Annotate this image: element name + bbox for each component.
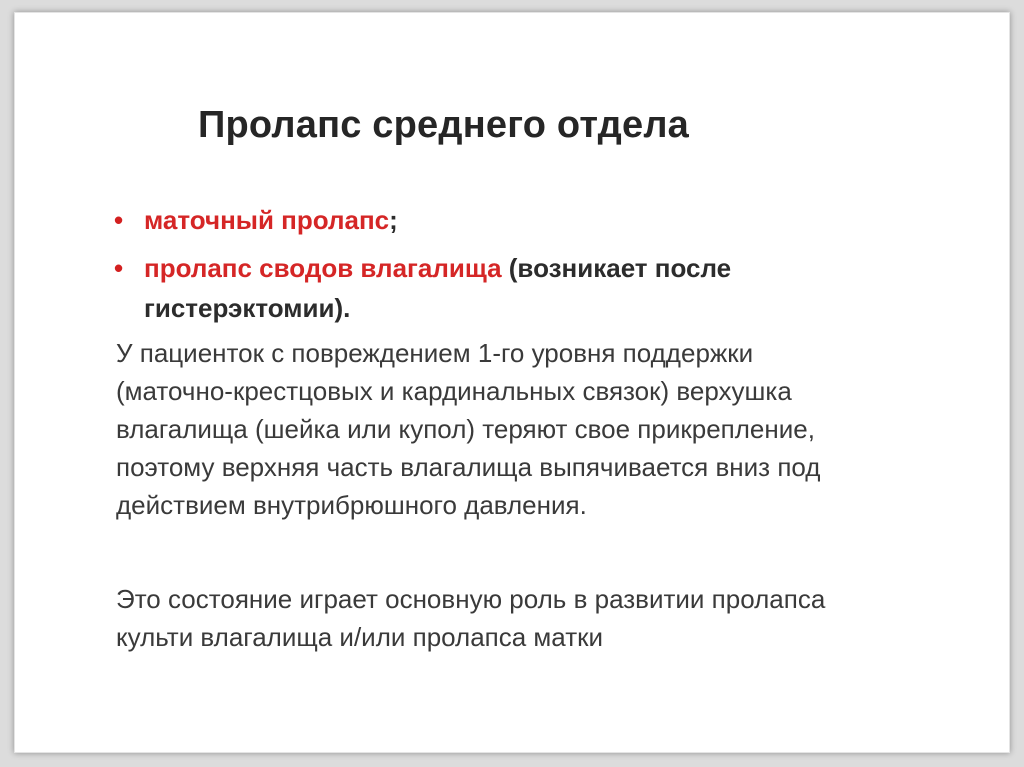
bullet-rest-text: ; <box>389 205 398 235</box>
slide-title: Пролапс среднего отдела <box>198 104 689 146</box>
bullet-item <box>114 200 834 240</box>
body-paragraph: Это состояние играет основную роль в развитии пролапса культи влагалища и/или пролапса матки <box>116 584 826 652</box>
bullet-dot-icon: • <box>114 253 124 283</box>
bullet-highlight-text: пролапс сводов влагалища <box>144 253 502 283</box>
bullet-item <box>114 248 834 328</box>
bullet-dot-icon: • <box>114 205 124 235</box>
bullet-highlight-text: маточный пролапс <box>144 205 390 235</box>
body-paragraph: У пациенток с повреждением 1-го уровня поддержки (маточно-крестцовых и кардинальных связок) верхушка влагалища (шейка или купол) теряют свое прикрепление, поэтому верхняя часть влагалища выпячивается вниз под действием внутрибрюшного давления. <box>116 338 821 520</box>
bullet-rest-text: (возникает после гистерэктомии). <box>144 253 732 323</box>
bullet-list <box>114 200 834 336</box>
slide <box>14 12 1010 753</box>
